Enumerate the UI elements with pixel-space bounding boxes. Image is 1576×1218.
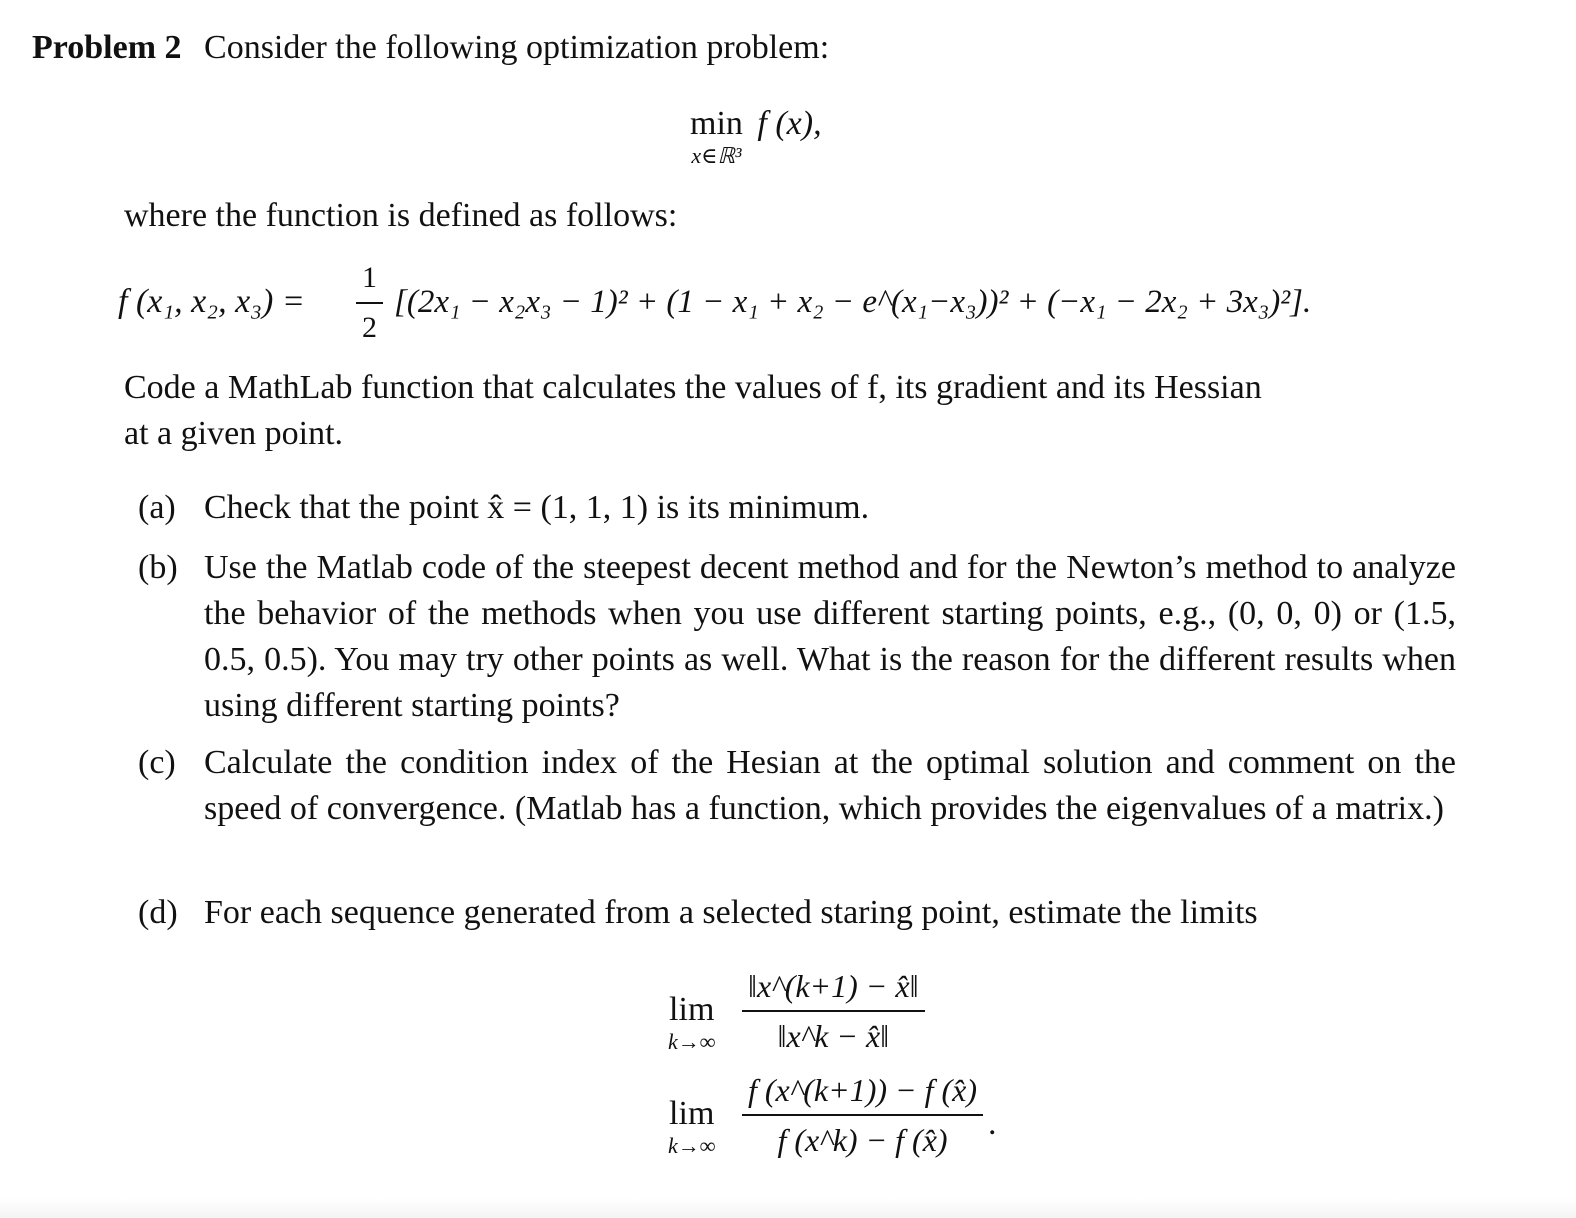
objective-min-subscript: x∈ℝ³ <box>691 143 742 168</box>
objective-expression: f (x), <box>757 105 822 142</box>
item-b-label: (b) <box>138 549 178 586</box>
task-line-1: Code a MathLab function that calculates the values of f, its gradient and its Hessian <box>124 369 1262 406</box>
limit-1-denominator: ‖x^k − x̂‖ <box>777 1018 890 1054</box>
task-line-2: at a given point. <box>124 415 344 452</box>
limit-2-fraction <box>742 1070 983 1160</box>
item-d-label: (d) <box>138 894 178 931</box>
objective-formula <box>690 104 822 168</box>
one-half-denominator: 2 <box>362 311 377 344</box>
limit-1-fraction <box>742 966 925 1056</box>
limit-1-numerator: ‖x^(k+1) − x̂‖ <box>742 966 925 1012</box>
limit-2-subscript: k→∞ <box>668 1133 716 1158</box>
one-half-numerator: 1 <box>356 258 383 304</box>
limit-2-operator <box>668 1094 715 1158</box>
one-half-fraction <box>356 258 383 348</box>
limit-2-numerator: f (x^(k+1)) − f (x̂) <box>742 1070 983 1116</box>
limit-2-lim: lim <box>669 1095 715 1132</box>
item-a-text: Check that the point x̂ = (1, 1, 1) is its minimum. <box>204 489 870 526</box>
problem-heading <box>32 28 829 68</box>
limit-1-subscript: k→∞ <box>668 1029 716 1054</box>
function-lhs: f (x₁, x₂, x₃) = <box>118 283 305 320</box>
page-bottom-shade <box>0 1198 1576 1218</box>
where-text: where the function is defined as follows: <box>124 197 678 234</box>
item-c-label: (c) <box>138 744 176 781</box>
problem-intro: Consider the following optimization problem: <box>204 29 830 66</box>
limit-1-lim: lim <box>669 991 715 1028</box>
limit-2-period: . <box>988 1105 997 1142</box>
item-b-text: Use the Matlab code of the steepest decent method and for the Newton’s method to analyze the behavior of the methods when you use different starting points, e.g., (0, 0, 0) or (1.5, 0.5, 0.5). You may try other points as well. What is the reason for the different results when using different starting points? <box>204 549 1456 724</box>
function-rhs: [(2x₁ − x₂x₃ − 1)² + (1 − x₁ + x₂ − e^(x₁−x₃))² + (−x₁ − 2x₂ + 3x₃)²]. <box>394 284 1312 320</box>
limit-2-denominator: f (x^k) − f (x̂) <box>777 1122 948 1158</box>
item-a-label: (a) <box>138 489 176 526</box>
objective-min: min <box>690 105 743 142</box>
limit-1-operator <box>668 990 715 1054</box>
item-c-text: Calculate the condition index of the Hesian at the optimal solution and comment on the speed of convergence. (Matlab has a function, which provides the eigenvalues of a matrix.) <box>204 744 1456 827</box>
problem-label: Problem 2 <box>32 29 182 66</box>
item-d-text: For each sequence generated from a selected staring point, estimate the limits <box>204 894 1258 931</box>
